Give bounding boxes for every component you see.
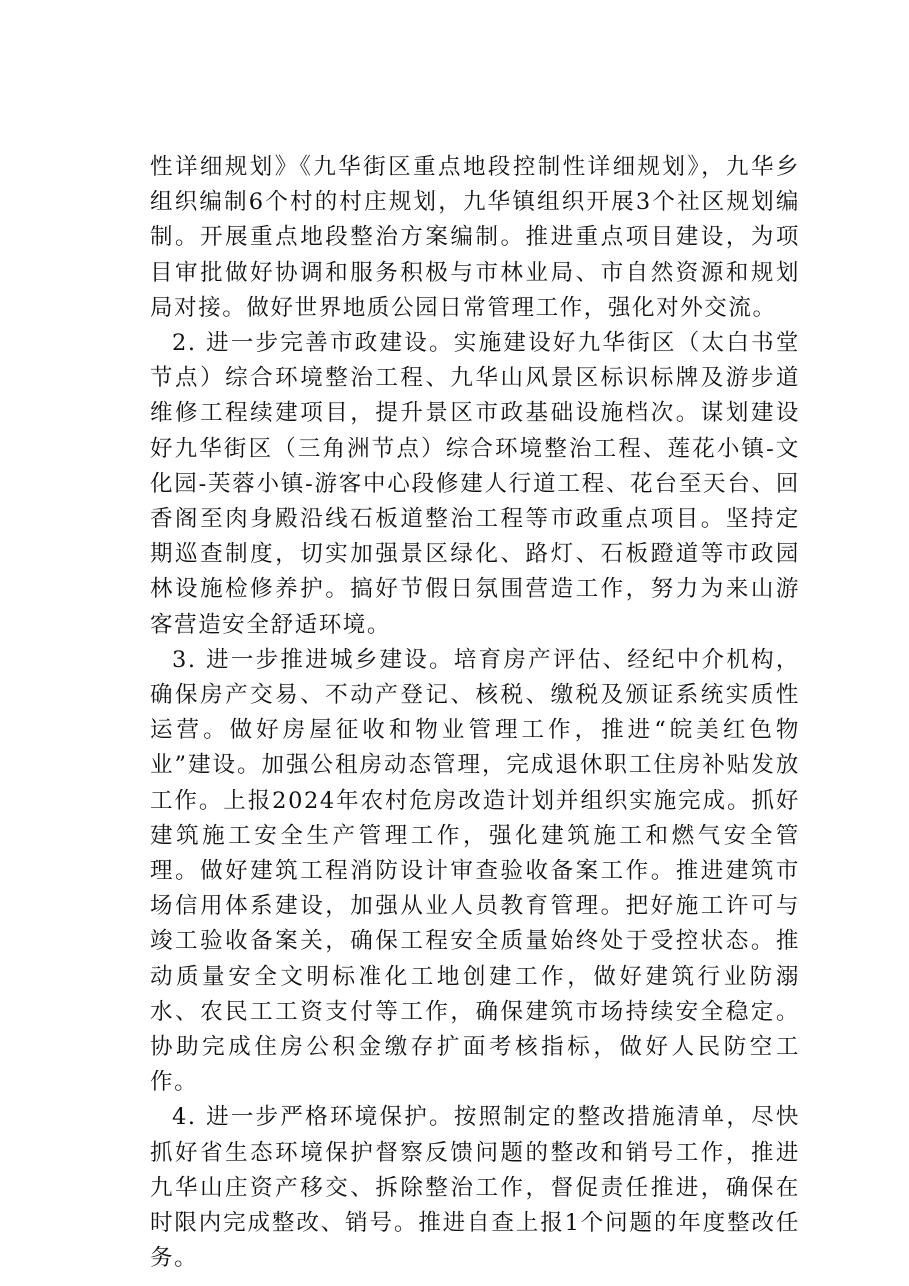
paragraph-continuation: 性详细规划》《九华街区重点地段控制性详细规划》，九华乡组织编制6个村的村庄规划，九华镇组织开展3个社区规划编制。开展重点地段整治方案编制。推进重点项目建设，为项目审批做好协调和服务积极与市林业局、市自然资源和规划局对接。做好世界地质公园日常管理工作，强化对外交流。 <box>150 154 800 321</box>
paragraph-municipal-construction: 2. 进一步完善市政建设。实施建设好九华街区（太白书堂节点）综合环境整治工程、九华山风景区标识标牌及游步道维修工程续建项目，提升景区市政基础设施档次。谋划建设好九华街区（三角洲节点）综合环境整治工程、莲花小镇-文化园-芙蓉小镇-游客中心段修建人行道工程、花台至天台、回香阁至肉身殿沿线石板道整治工程等市政重点项目。坚持定期巡查制度，切实加强景区绿化、路灯、石板蹬道等市政园林设施检修养护。搞好节假日氛围营造工作，努力为来山游客营造安全舒适环境。 <box>150 330 800 638</box>
paragraph-environmental-protection: 4. 进一步严格环境保护。按照制定的整改措施清单，尽快抓好省生态环境保护督察反馈问题的整改和销号工作，推进九华山庄资产移交、拆除整治工作，督促责任推进，确保在时限内完成整改、销号。推进自查上报1个问题的年度整改任务。 <box>150 1104 800 1272</box>
paragraph-urban-rural-construction: 3. 进一步推进城乡建设。培育房产评估、经纪中介机构，确保房产交易、不动产登记、核税、缴税及颁证系统实质性运营。做好房屋征收和物业管理工作，推进“皖美红色物业”建设。加强公租房动态管理，完成退休职工住房补贴发放工作。上报2024年农村危房改造计划并组织实施完成。抓好建筑施工安全生产管理工作，强化建筑施工和燃气安全管理。做好建筑工程消防设计审查验收备案工作。推进建筑市场信用体系建设，加强从业人员教育管理。把好施工许可与竣工验收备案关，确保工程安全质量始终处于受控状态。推动质量安全文明标准化工地创建工作，做好建筑行业防溺水、农民工工资支付等工作，确保建筑市场持续安全稳定。协助完成住房公积金缴存扩面考核指标，做好人民防空工作。 <box>150 646 800 1096</box>
document-body <box>150 150 800 1277</box>
